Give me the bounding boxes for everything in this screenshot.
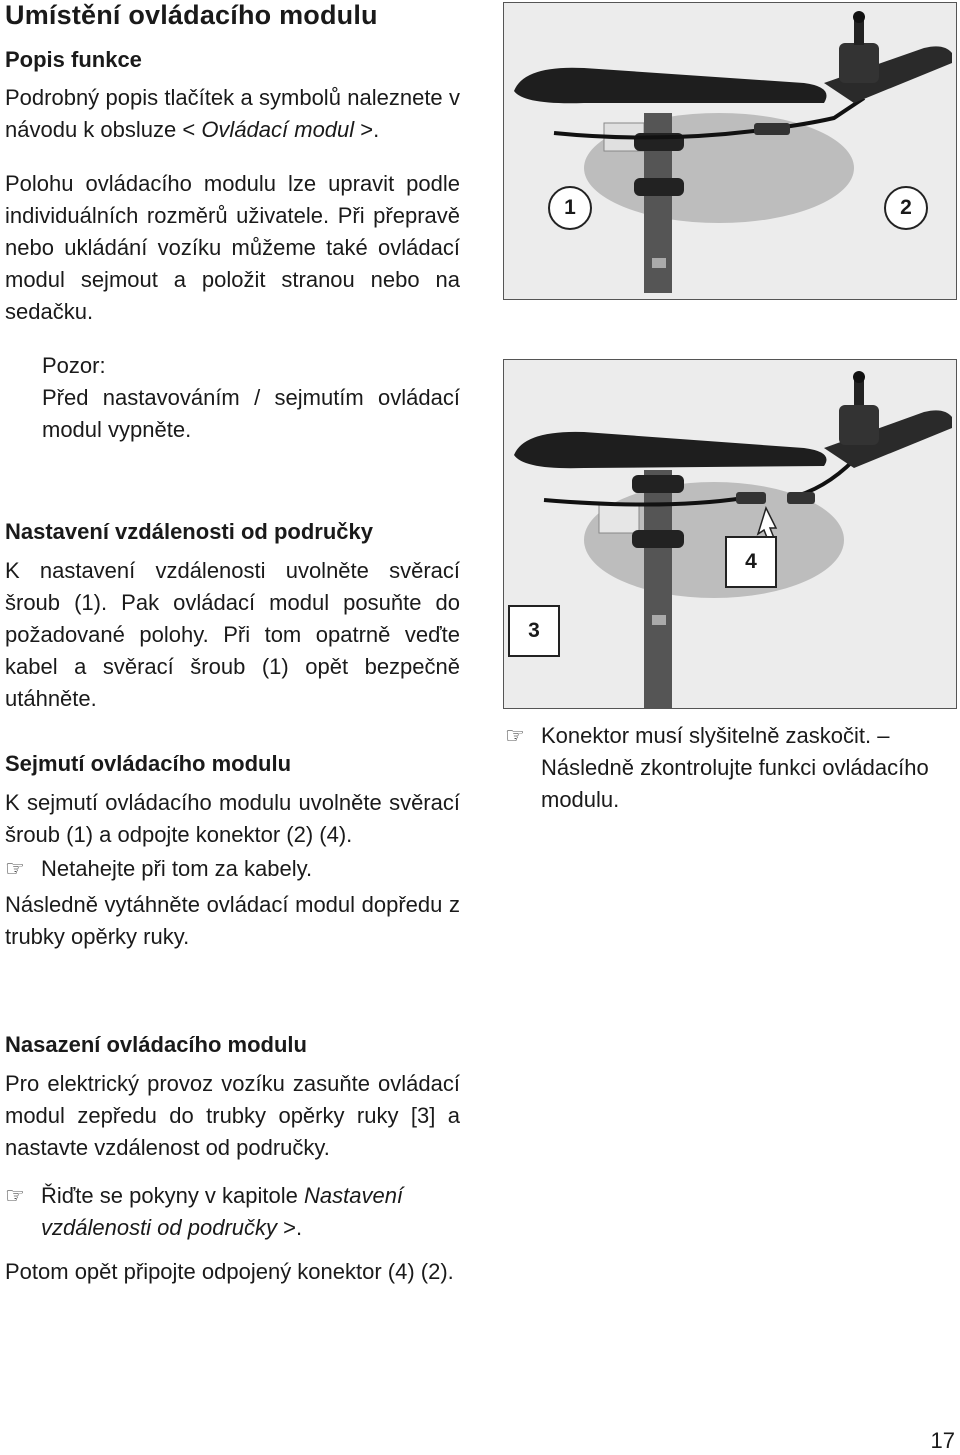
page-title: Umístění ovládacího modulu bbox=[5, 0, 378, 30]
callout-4: 4 bbox=[725, 536, 777, 588]
mount-note-text: Řiďte se pokyny v kapitole Nastavení vzdálenosti od područky >. bbox=[41, 1183, 404, 1240]
heading-function: Popis funkce bbox=[5, 47, 142, 72]
photo-control-module-top bbox=[503, 2, 957, 300]
mount-text: Pro elektrický provoz vozíku zasuňte ovládací modul zepředu do trubky opěrky ruky [3] a nastavte vzdálenost od područky. bbox=[5, 1071, 460, 1160]
pointing-hand-icon: ☞ bbox=[505, 723, 525, 748]
callout-2: 2 bbox=[884, 186, 928, 230]
section-remove bbox=[5, 751, 460, 953]
photo-illustration-2 bbox=[504, 360, 956, 708]
caution-label: Pozor: bbox=[42, 353, 106, 378]
remove-text: K sejmutí ovládacího modulu uvolněte svěrací šroub (1) a odpojte konektor (2) (4). bbox=[5, 790, 460, 847]
pointing-hand-icon: ☞ bbox=[5, 1183, 25, 1208]
function-para-2: Polohu ovládacího modulu lze upravit podle individuálních rozměrů uživatele. Při přepravě nebo ukládání vozíku můžeme také ovládací modul sejmout a položit stranou nebo na sedačku. bbox=[5, 171, 460, 324]
heading-remove: Sejmutí ovládacího modulu bbox=[5, 751, 292, 776]
function-para-1: Podrobný popis tlačítek a symbolů naleznete v návodu k obsluze < Ovládací modul >. bbox=[5, 85, 460, 142]
connector-note bbox=[505, 720, 955, 816]
heading-mount: Nasazení ovládacího modulu bbox=[5, 1032, 307, 1057]
photo-control-module-connector bbox=[503, 359, 957, 709]
callout-1: 1 bbox=[548, 186, 592, 230]
remove-note-text: Netahejte při tom za kabely. bbox=[41, 856, 313, 881]
mount-note bbox=[5, 1180, 460, 1244]
caution-block bbox=[5, 350, 460, 446]
mount-text-2: Potom opět připojte odpojený konektor (4) (2). bbox=[5, 1259, 454, 1284]
section-distance bbox=[5, 519, 460, 715]
section-function bbox=[5, 47, 460, 446]
caution-text: Před nastavováním / sejmutím ovládací modul vypněte. bbox=[42, 385, 460, 442]
photo-illustration bbox=[504, 3, 956, 299]
section-mount bbox=[5, 1032, 460, 1288]
pointing-hand-icon: ☞ bbox=[5, 856, 25, 881]
distance-text: K nastavení vzdálenosti uvolněte svěrací šroub (1). Pak ovládací modul posuňte do požadované polohy. Při tom opatrně veďte kabel a svěrací šroub (1) opět bezpečně utáhněte. bbox=[5, 558, 460, 711]
connector-note-text: Konektor musí slyšitelně zaskočit. – Následně zkontrolujte funkci ovládacího modulu. bbox=[541, 723, 929, 812]
page-number: 17 bbox=[930, 1428, 955, 1453]
callout-3: 3 bbox=[508, 605, 560, 657]
remove-note bbox=[5, 853, 460, 885]
remove-text-2: Následně vytáhněte ovládací modul dopředu z trubky opěrky ruky. bbox=[5, 892, 460, 949]
heading-distance: Nastavení vzdálenosti od područky bbox=[5, 519, 373, 544]
